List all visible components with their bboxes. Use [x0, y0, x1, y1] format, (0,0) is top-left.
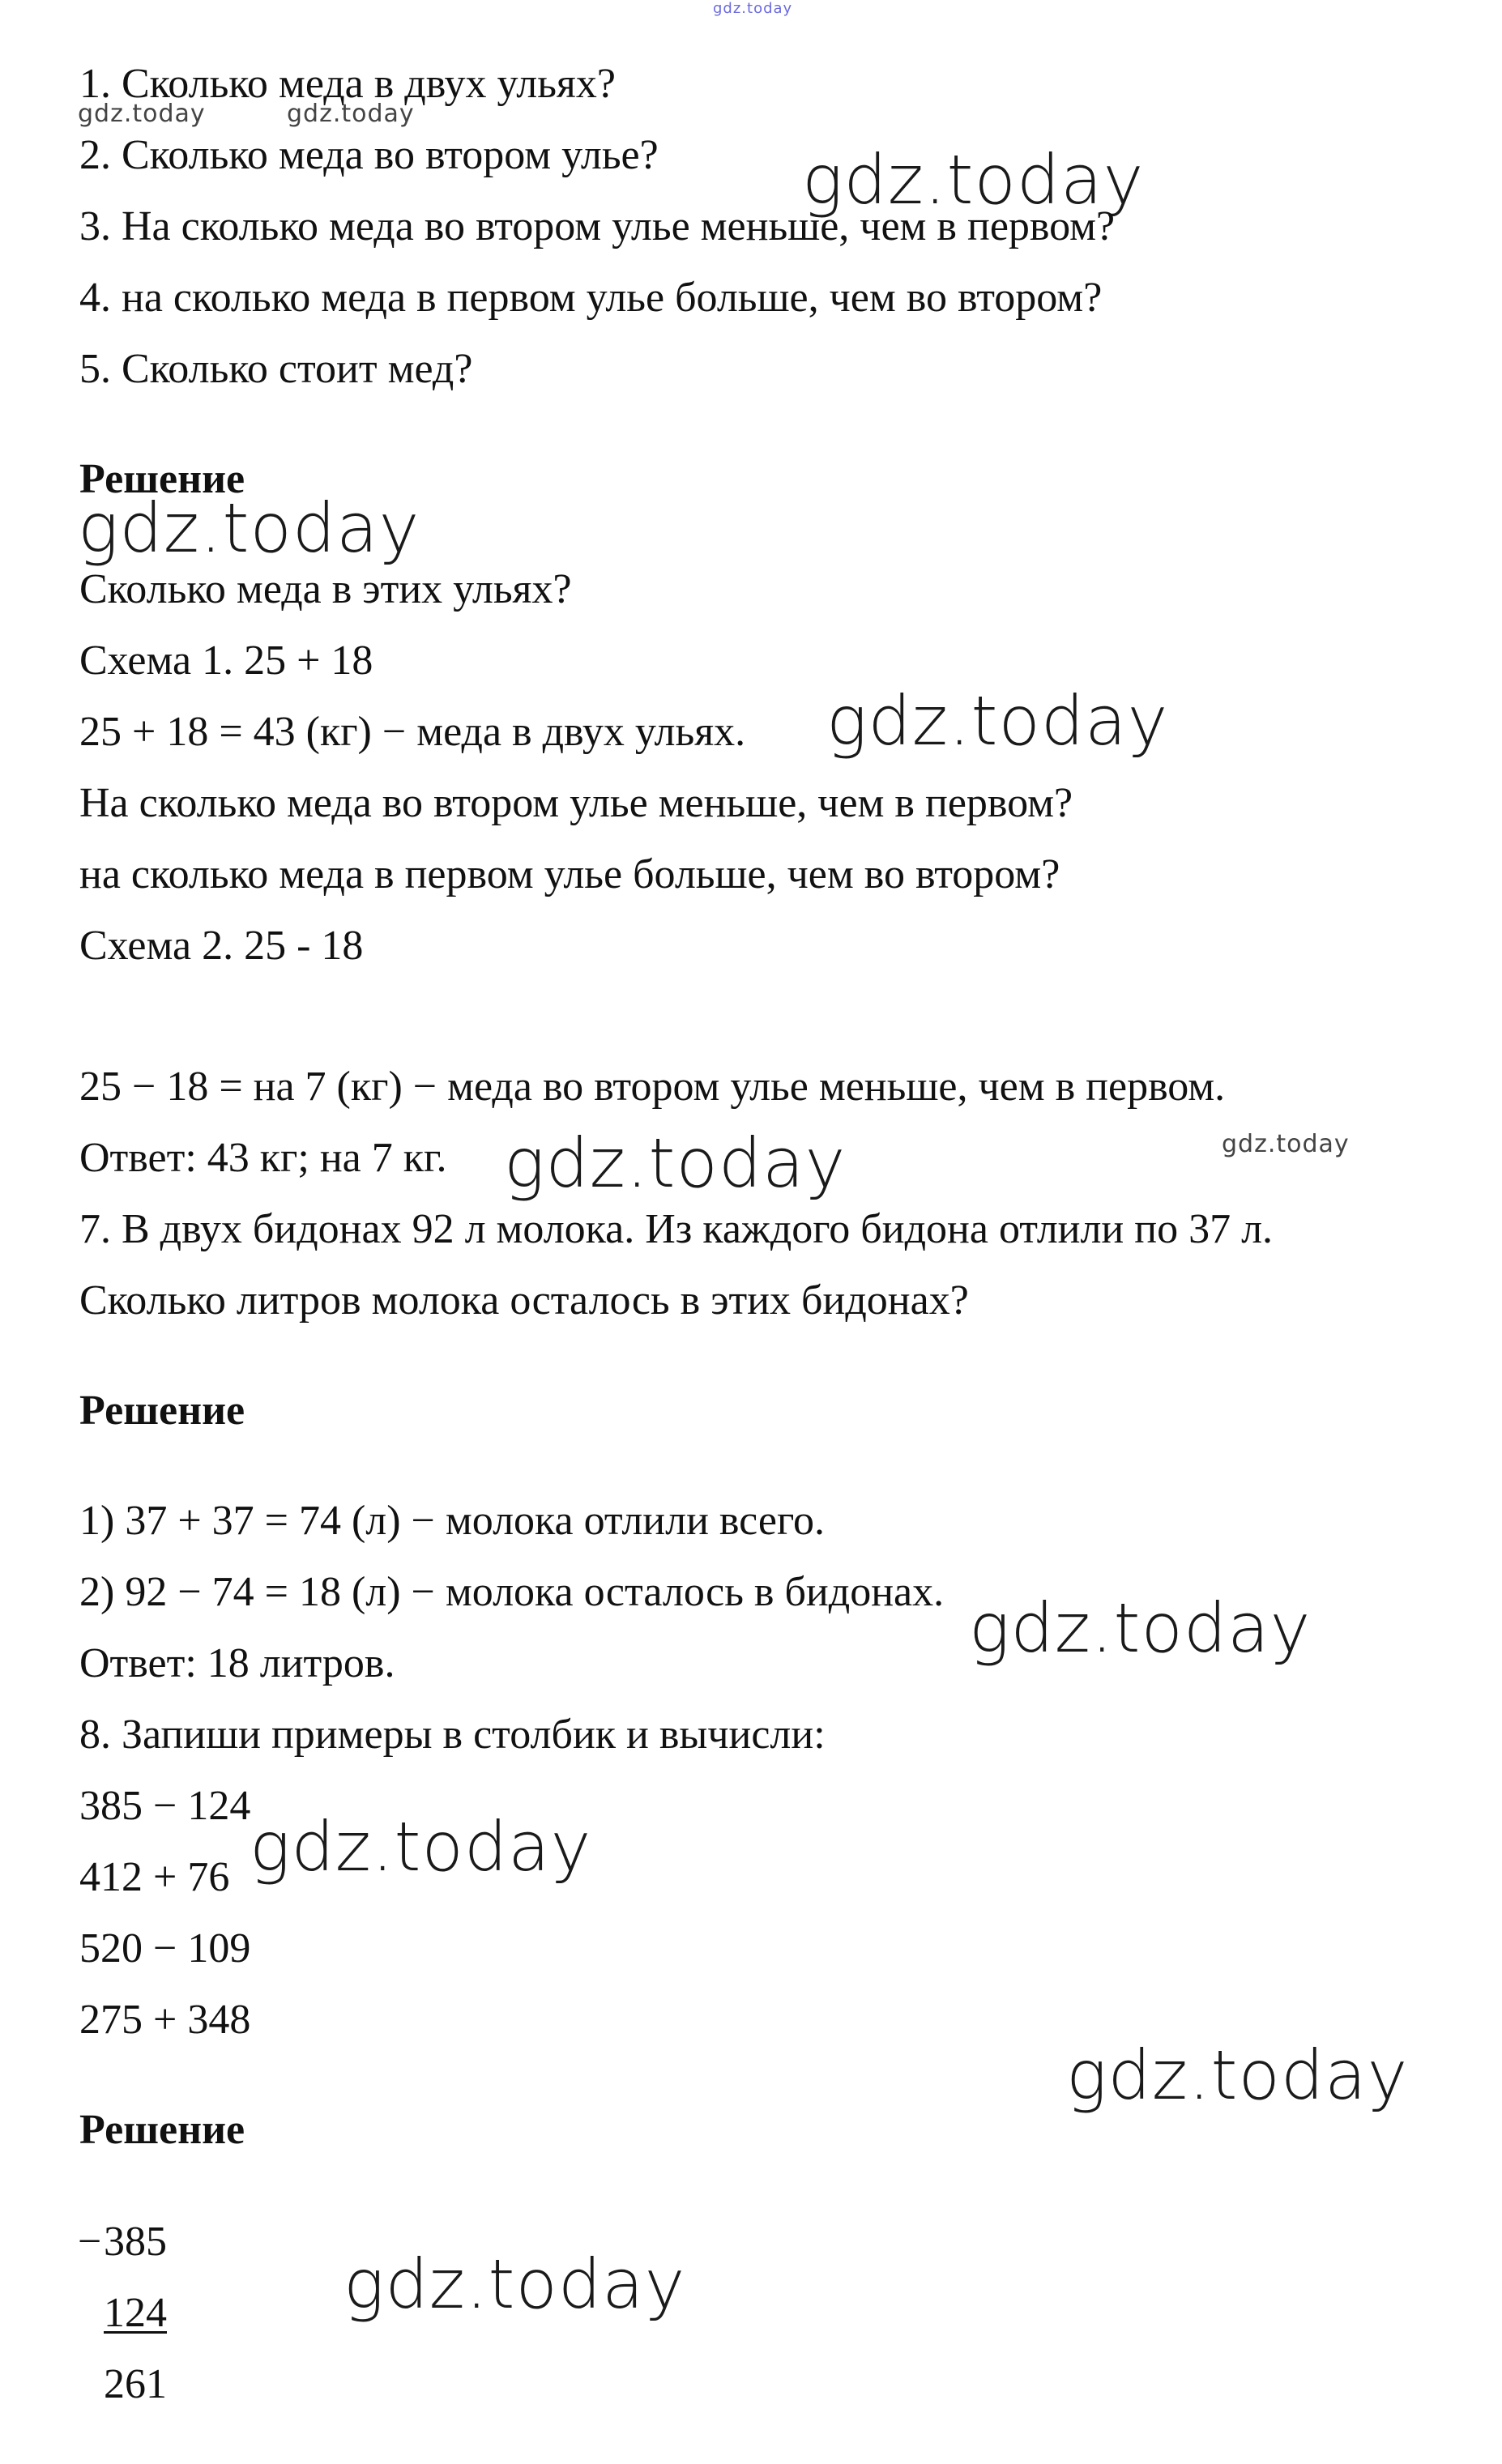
solution-line: Схема 2. 25 - 18 [79, 923, 364, 969]
question-2: 2. Сколько меда во втором улье? [79, 132, 659, 178]
question-5: 5. Сколько стоит мед? [79, 346, 473, 392]
solution-line: Схема 1. 25 + 18 [79, 637, 373, 684]
task7-heading: Решение [79, 1388, 245, 1434]
solution-line: 25 + 18 = 43 (кг) − меда в двух ульях. [79, 709, 746, 755]
watermark-large: gdz.today [1066, 2036, 1409, 2115]
watermark-large: gdz.today [826, 681, 1169, 761]
column-result: 261 [104, 2361, 167, 2407]
solution-line: на сколько меда в первом улье больше, чем во втором? [79, 851, 1060, 897]
task8-heading: Решение [79, 2107, 245, 2153]
watermark-large: gdz.today [250, 1807, 592, 1886]
task7-step-1: 1) 37 + 37 = 74 (л) − молока отлили всего. [79, 1498, 825, 1544]
watermark-large: gdz.today [504, 1123, 847, 1203]
question-4: 4. на сколько меда в первом улье больше, чем во втором? [79, 275, 1103, 321]
solution-line: На сколько меда во втором улье меньше, чем в первом? [79, 780, 1073, 826]
task8-example: 520 − 109 [79, 1925, 251, 1972]
watermark-small: gdz.today [287, 100, 415, 128]
watermark-large: gdz.today [969, 1588, 1312, 1668]
watermark-small: gdz.today [78, 100, 206, 128]
task7-line-1: 7. В двух бидонах 92 л молока. Из каждого бидона отлили по 37 л. [79, 1206, 1274, 1252]
question-3: 3. На сколько меда во втором улье меньше, чем в первом? [79, 203, 1116, 249]
task8-title: 8. Запиши примеры в столбик и вычисли: [79, 1712, 826, 1758]
task7-line-2: Сколько литров молока осталось в этих бидонах? [79, 1277, 969, 1324]
watermark-small: gdz.today [1222, 1130, 1350, 1158]
solution-heading: Решение [79, 456, 245, 502]
task8-example: 385 − 124 [79, 1783, 251, 1829]
watermark-large: gdz.today [343, 2244, 686, 2324]
task8-example: 275 + 348 [79, 1997, 251, 2043]
watermark-top: gdz.today [713, 0, 793, 17]
column-operator: − [78, 2219, 102, 2265]
solution-line: 25 − 18 = на 7 (кг) − меда во втором улье меньше, чем в первом. [79, 1064, 1226, 1110]
column-top-number: 385 [104, 2219, 167, 2265]
watermark-large: gdz.today [802, 140, 1145, 220]
solution-line: Сколько меда в этих ульях? [79, 566, 572, 612]
task7-step-2: 2) 92 − 74 = 18 (л) − молока осталось в бидонах. [79, 1569, 945, 1615]
solution-answer: Ответ: 43 кг; на 7 кг. [79, 1135, 447, 1181]
task8-example: 412 + 76 [79, 1854, 230, 1900]
watermark-large: gdz.today [78, 488, 420, 568]
column-bottom-number: 124 [104, 2290, 167, 2336]
question-1: 1. Сколько меда в двух ульях? [79, 61, 616, 107]
task7-answer: Ответ: 18 литров. [79, 1640, 395, 1686]
